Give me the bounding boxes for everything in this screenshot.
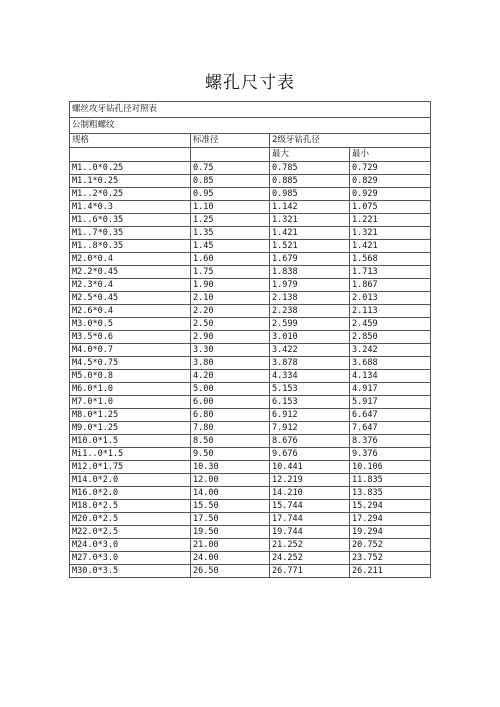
- table-row: [70, 240, 431, 253]
- cell-std: 12.00: [191, 474, 270, 487]
- table-row: [70, 370, 431, 383]
- cell-min: 2.113: [350, 305, 431, 318]
- cell-spec: M14.0*2.0: [70, 474, 191, 487]
- subcaption-row: [70, 118, 431, 134]
- cell-std: 2.90: [191, 331, 270, 344]
- cell-min: 6.647: [350, 409, 431, 422]
- table-row: [70, 539, 431, 552]
- table-row: [70, 565, 431, 578]
- cell-max: 2.599: [270, 318, 350, 331]
- cell-max: 4.334: [270, 370, 350, 383]
- cell-min: 1.421: [350, 240, 431, 253]
- cell-min: 1.321: [350, 227, 431, 240]
- cell-max: 0.885: [270, 175, 350, 188]
- cell-max: 6.912: [270, 409, 350, 422]
- cell-min: 2.459: [350, 318, 431, 331]
- cell-std: 2.10: [191, 292, 270, 305]
- cell-max: 1.679: [270, 253, 350, 266]
- cell-spec: M20.0*2.5: [70, 513, 191, 526]
- header-grade: 2级牙钻孔径: [270, 134, 431, 148]
- cell-max: 3.010: [270, 331, 350, 344]
- cell-spec: M2.5*0.45: [70, 292, 191, 305]
- cell-max: 15.744: [270, 500, 350, 513]
- cell-std: 7.80: [191, 422, 270, 435]
- page-title: 螺孔尺寸表: [205, 73, 295, 93]
- cell-max: 0.785: [270, 162, 350, 175]
- cell-spec: M2.6*0.4: [70, 305, 191, 318]
- cell-max: 1.521: [270, 240, 350, 253]
- cell-spec: M1.1*0.25: [70, 175, 191, 188]
- cell-min: 0.929: [350, 188, 431, 201]
- cell-spec: Mi1..0*1.5: [70, 448, 191, 461]
- cell-max: 8.676: [270, 435, 350, 448]
- cell-min: 3.242: [350, 344, 431, 357]
- cell-spec: M4.5*0.75: [70, 357, 191, 370]
- cell-std: 17.50: [191, 513, 270, 526]
- cell-spec: M27.0*3.0: [70, 552, 191, 565]
- cell-spec: M12.0*1.75: [70, 461, 191, 474]
- cell-spec: M9.0*1.25: [70, 422, 191, 435]
- table-row: [70, 292, 431, 305]
- table-row: [70, 435, 431, 448]
- table-row: [70, 266, 431, 279]
- cell-spec: M1..7*0.35: [70, 227, 191, 240]
- cell-spec: M16.0*2.0: [70, 487, 191, 500]
- cell-min: 13.835: [350, 487, 431, 500]
- cell-spec: M2.3*0.4: [70, 279, 191, 292]
- cell-min: 2.013: [350, 292, 431, 305]
- cell-min: 15.294: [350, 500, 431, 513]
- cell-max: 1.421: [270, 227, 350, 240]
- table-row: [70, 487, 431, 500]
- cell-std: 6.00: [191, 396, 270, 409]
- table-row: [70, 422, 431, 435]
- cell-std: 0.95: [191, 188, 270, 201]
- cell-spec: M1..8*0.35: [70, 240, 191, 253]
- cell-max: 24.252: [270, 552, 350, 565]
- cell-max: 17.744: [270, 513, 350, 526]
- cell-spec: M6.0*1.0: [70, 383, 191, 396]
- cell-spec: M1..2*0.25: [70, 188, 191, 201]
- cell-std: 5.00: [191, 383, 270, 396]
- cell-spec: M30.0*3.5: [70, 565, 191, 578]
- cell-min: 7.647: [350, 422, 431, 435]
- cell-min: 1.221: [350, 214, 431, 227]
- cell-max: 21.252: [270, 539, 350, 552]
- cell-min: 1.713: [350, 266, 431, 279]
- table-row: [70, 188, 431, 201]
- table-row: [70, 409, 431, 422]
- table-row: [70, 305, 431, 318]
- cell-max: 3.422: [270, 344, 350, 357]
- cell-spec: M22.0*2.5: [70, 526, 191, 539]
- cell-max: 1.142: [270, 201, 350, 214]
- cell-max: 7.912: [270, 422, 350, 435]
- cell-std: 1.75: [191, 266, 270, 279]
- table-row: [70, 253, 431, 266]
- cell-std: 1.90: [191, 279, 270, 292]
- cell-std: 0.75: [191, 162, 270, 175]
- caption-row: [70, 102, 431, 118]
- table-row: [70, 279, 431, 292]
- cell-max: 6.153: [270, 396, 350, 409]
- table-row: [70, 552, 431, 565]
- table-row: [70, 396, 431, 409]
- table-row: [70, 162, 431, 175]
- cell-min: 3.688: [350, 357, 431, 370]
- cell-max: 9.676: [270, 448, 350, 461]
- cell-spec: M2.2*0.45: [70, 266, 191, 279]
- cell-min: 10.106: [350, 461, 431, 474]
- cell-max: 2.138: [270, 292, 350, 305]
- cell-spec: M3.0*0.5: [70, 318, 191, 331]
- cell-std: 10.30: [191, 461, 270, 474]
- cell-max: 1.979: [270, 279, 350, 292]
- table-subcaption: 公制粗螺纹: [70, 118, 431, 134]
- cell-min: 4.917: [350, 383, 431, 396]
- cell-min: 11.835: [350, 474, 431, 487]
- table-row: [70, 526, 431, 539]
- cell-min: 1.867: [350, 279, 431, 292]
- table-row: [70, 227, 431, 240]
- header-row: [70, 134, 431, 148]
- cell-max: 2.238: [270, 305, 350, 318]
- table-row: [70, 448, 431, 461]
- table-row: [70, 201, 431, 214]
- cell-max: 1.838: [270, 266, 350, 279]
- cell-max: 3.878: [270, 357, 350, 370]
- cell-std: 3.30: [191, 344, 270, 357]
- cell-std: 4.20: [191, 370, 270, 383]
- cell-std: 3.80: [191, 357, 270, 370]
- cell-std: 1.10: [191, 201, 270, 214]
- cell-spec: M4.0*0.7: [70, 344, 191, 357]
- cell-std: 1.25: [191, 214, 270, 227]
- cell-std: 6.80: [191, 409, 270, 422]
- cell-std: 8.50: [191, 435, 270, 448]
- table-row: [70, 461, 431, 474]
- table-row: [70, 318, 431, 331]
- cell-spec: M5.0*0.8: [70, 370, 191, 383]
- cell-spec: M24.0*3.0: [70, 539, 191, 552]
- cell-min: 19.294: [350, 526, 431, 539]
- cell-std: 24.00: [191, 552, 270, 565]
- cell-min: 2.850: [350, 331, 431, 344]
- header-spec: 规格: [70, 134, 191, 148]
- cell-std: 2.20: [191, 305, 270, 318]
- cell-spec: M1..6*0.35: [70, 214, 191, 227]
- table-caption: 螺丝攻牙钻孔径对照表: [70, 102, 431, 118]
- cell-std: 1.60: [191, 253, 270, 266]
- cell-min: 8.376: [350, 435, 431, 448]
- cell-min: 0.829: [350, 175, 431, 188]
- cell-min: 1.568: [350, 253, 431, 266]
- table-row: [70, 214, 431, 227]
- table-row: [70, 175, 431, 188]
- table-row: [70, 383, 431, 396]
- cell-max: 0.985: [270, 188, 350, 201]
- table-row: [70, 500, 431, 513]
- cell-spec: M2.0*0.4: [70, 253, 191, 266]
- cell-std: 2.50: [191, 318, 270, 331]
- cell-std: 9.50: [191, 448, 270, 461]
- cell-spec: M3.5*0.6: [70, 331, 191, 344]
- cell-spec: M1.4*0.3: [70, 201, 191, 214]
- cell-std: 1.35: [191, 227, 270, 240]
- cell-spec: M1..0*0.25: [70, 162, 191, 175]
- cell-std: 0.85: [191, 175, 270, 188]
- cell-min: 26.211: [350, 565, 431, 578]
- table-row: [70, 344, 431, 357]
- cell-std: 21.00: [191, 539, 270, 552]
- cell-min: 1.075: [350, 201, 431, 214]
- table-row: [70, 513, 431, 526]
- header-spec-blank: [70, 148, 191, 162]
- cell-max: 10.441: [270, 461, 350, 474]
- table-row: [70, 357, 431, 370]
- cell-min: 17.294: [350, 513, 431, 526]
- cell-spec: M7.0*1.0: [70, 396, 191, 409]
- cell-spec: M18.0*2.5: [70, 500, 191, 513]
- header-std: 标准径: [191, 134, 270, 148]
- cell-spec: M8.0*1.25: [70, 409, 191, 422]
- cell-spec: M10.0*1.5: [70, 435, 191, 448]
- cell-max: 1.321: [270, 214, 350, 227]
- cell-max: 12.219: [270, 474, 350, 487]
- subheader-row: [70, 148, 431, 162]
- cell-max: 26.771: [270, 565, 350, 578]
- cell-std: 1.45: [191, 240, 270, 253]
- cell-std: 14.00: [191, 487, 270, 500]
- cell-max: 5.153: [270, 383, 350, 396]
- cell-std: 15.50: [191, 500, 270, 513]
- cell-max: 14.210: [270, 487, 350, 500]
- cell-min: 5.917: [350, 396, 431, 409]
- cell-min: 20.752: [350, 539, 431, 552]
- cell-std: 26.50: [191, 565, 270, 578]
- cell-min: 9.376: [350, 448, 431, 461]
- table-row: [70, 331, 431, 344]
- cell-max: 19.744: [270, 526, 350, 539]
- cell-min: 4.134: [350, 370, 431, 383]
- header-std-blank: [191, 148, 270, 162]
- cell-min: 0.729: [350, 162, 431, 175]
- table-row: [70, 474, 431, 487]
- header-min: 最小: [350, 148, 431, 162]
- header-max: 最大: [270, 148, 350, 162]
- tap-drill-table: [69, 101, 431, 578]
- cell-std: 19.50: [191, 526, 270, 539]
- cell-min: 23.752: [350, 552, 431, 565]
